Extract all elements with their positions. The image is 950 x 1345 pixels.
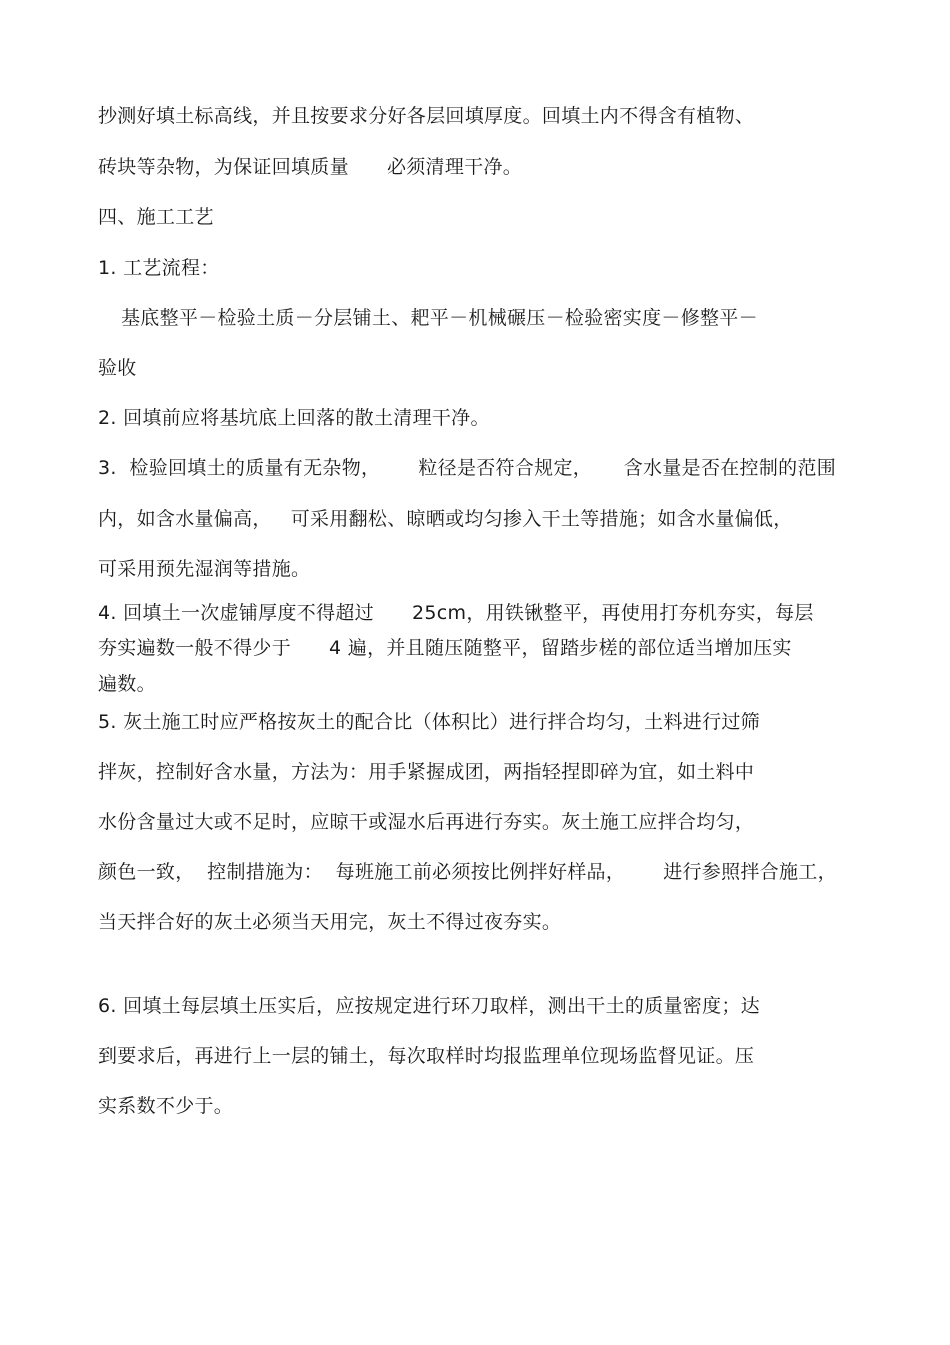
- text-line: 内，如含水量偏高， 可采用翻松、晾晒或均匀掺入干土等措施；如含水量偏低，: [98, 508, 793, 530]
- text-line: 到要求后，再进行上一层的铺土，每次取样时均报监理单位现场监督见证。压: [98, 1045, 755, 1067]
- text-line: 验收: [98, 357, 137, 379]
- list-item-heading: 1. 工艺流程：: [98, 257, 220, 279]
- process-flow-text: 基底整平－检验土质－分层铺土、耙平－机械碾压－检验密实度－修整平－: [121, 307, 758, 329]
- text-line: 可采用预先湿润等措施。: [98, 558, 311, 580]
- list-item: 3. 检验回填土的质量有无杂物， 粒径是否符合规定， 含水量是否在控制的范围: [98, 457, 837, 479]
- text-line: 颜色一致， 控制措施为： 每班施工前必须按比例拌好样品， 进行参照拌合施工，: [98, 861, 837, 883]
- text-line: 砖块等杂物，为保证回填质量 必须清理干净。: [98, 156, 523, 178]
- text-line: 抄测好填土标高线，并且按要求分好各层回填厚度。回填土内不得含有植物、: [98, 105, 755, 127]
- list-item: 2. 回填前应将基坑底上回落的散土清理干净。: [98, 407, 490, 429]
- text-line: 水份含量过大或不足时，应晾干或湿水后再进行夯实。灰土施工应拌合均匀，: [98, 811, 755, 833]
- list-item: 5. 灰土施工时应严格按灰土的配合比（体积比）进行拌合均匀，土料进行过筛: [98, 711, 760, 733]
- list-item: 4. 回填土一次虚铺厚度不得超过 25cm，用铁锹整平，再使用打夯机夯实，每层: [98, 602, 814, 624]
- text-line: 遍数。: [98, 673, 156, 695]
- text-line: 拌灰，控制好含水量，方法为：用手紧握成团，两指轻捏即碎为宜，如土料中: [98, 761, 755, 783]
- text-line: 夯实遍数一般不得少于 4 遍，并且随压随整平，留踏步槎的部位适当增加压实: [98, 637, 792, 659]
- section-heading: 四、施工工艺: [98, 206, 214, 228]
- text-line: 实系数不少于。: [98, 1095, 234, 1117]
- text-line: 当天拌合好的灰土必须当天用完，灰土不得过夜夯实。: [98, 911, 562, 933]
- list-item: 6. 回填土每层填土压实后，应按规定进行环刀取样，测出干土的质量密度；达: [98, 995, 760, 1017]
